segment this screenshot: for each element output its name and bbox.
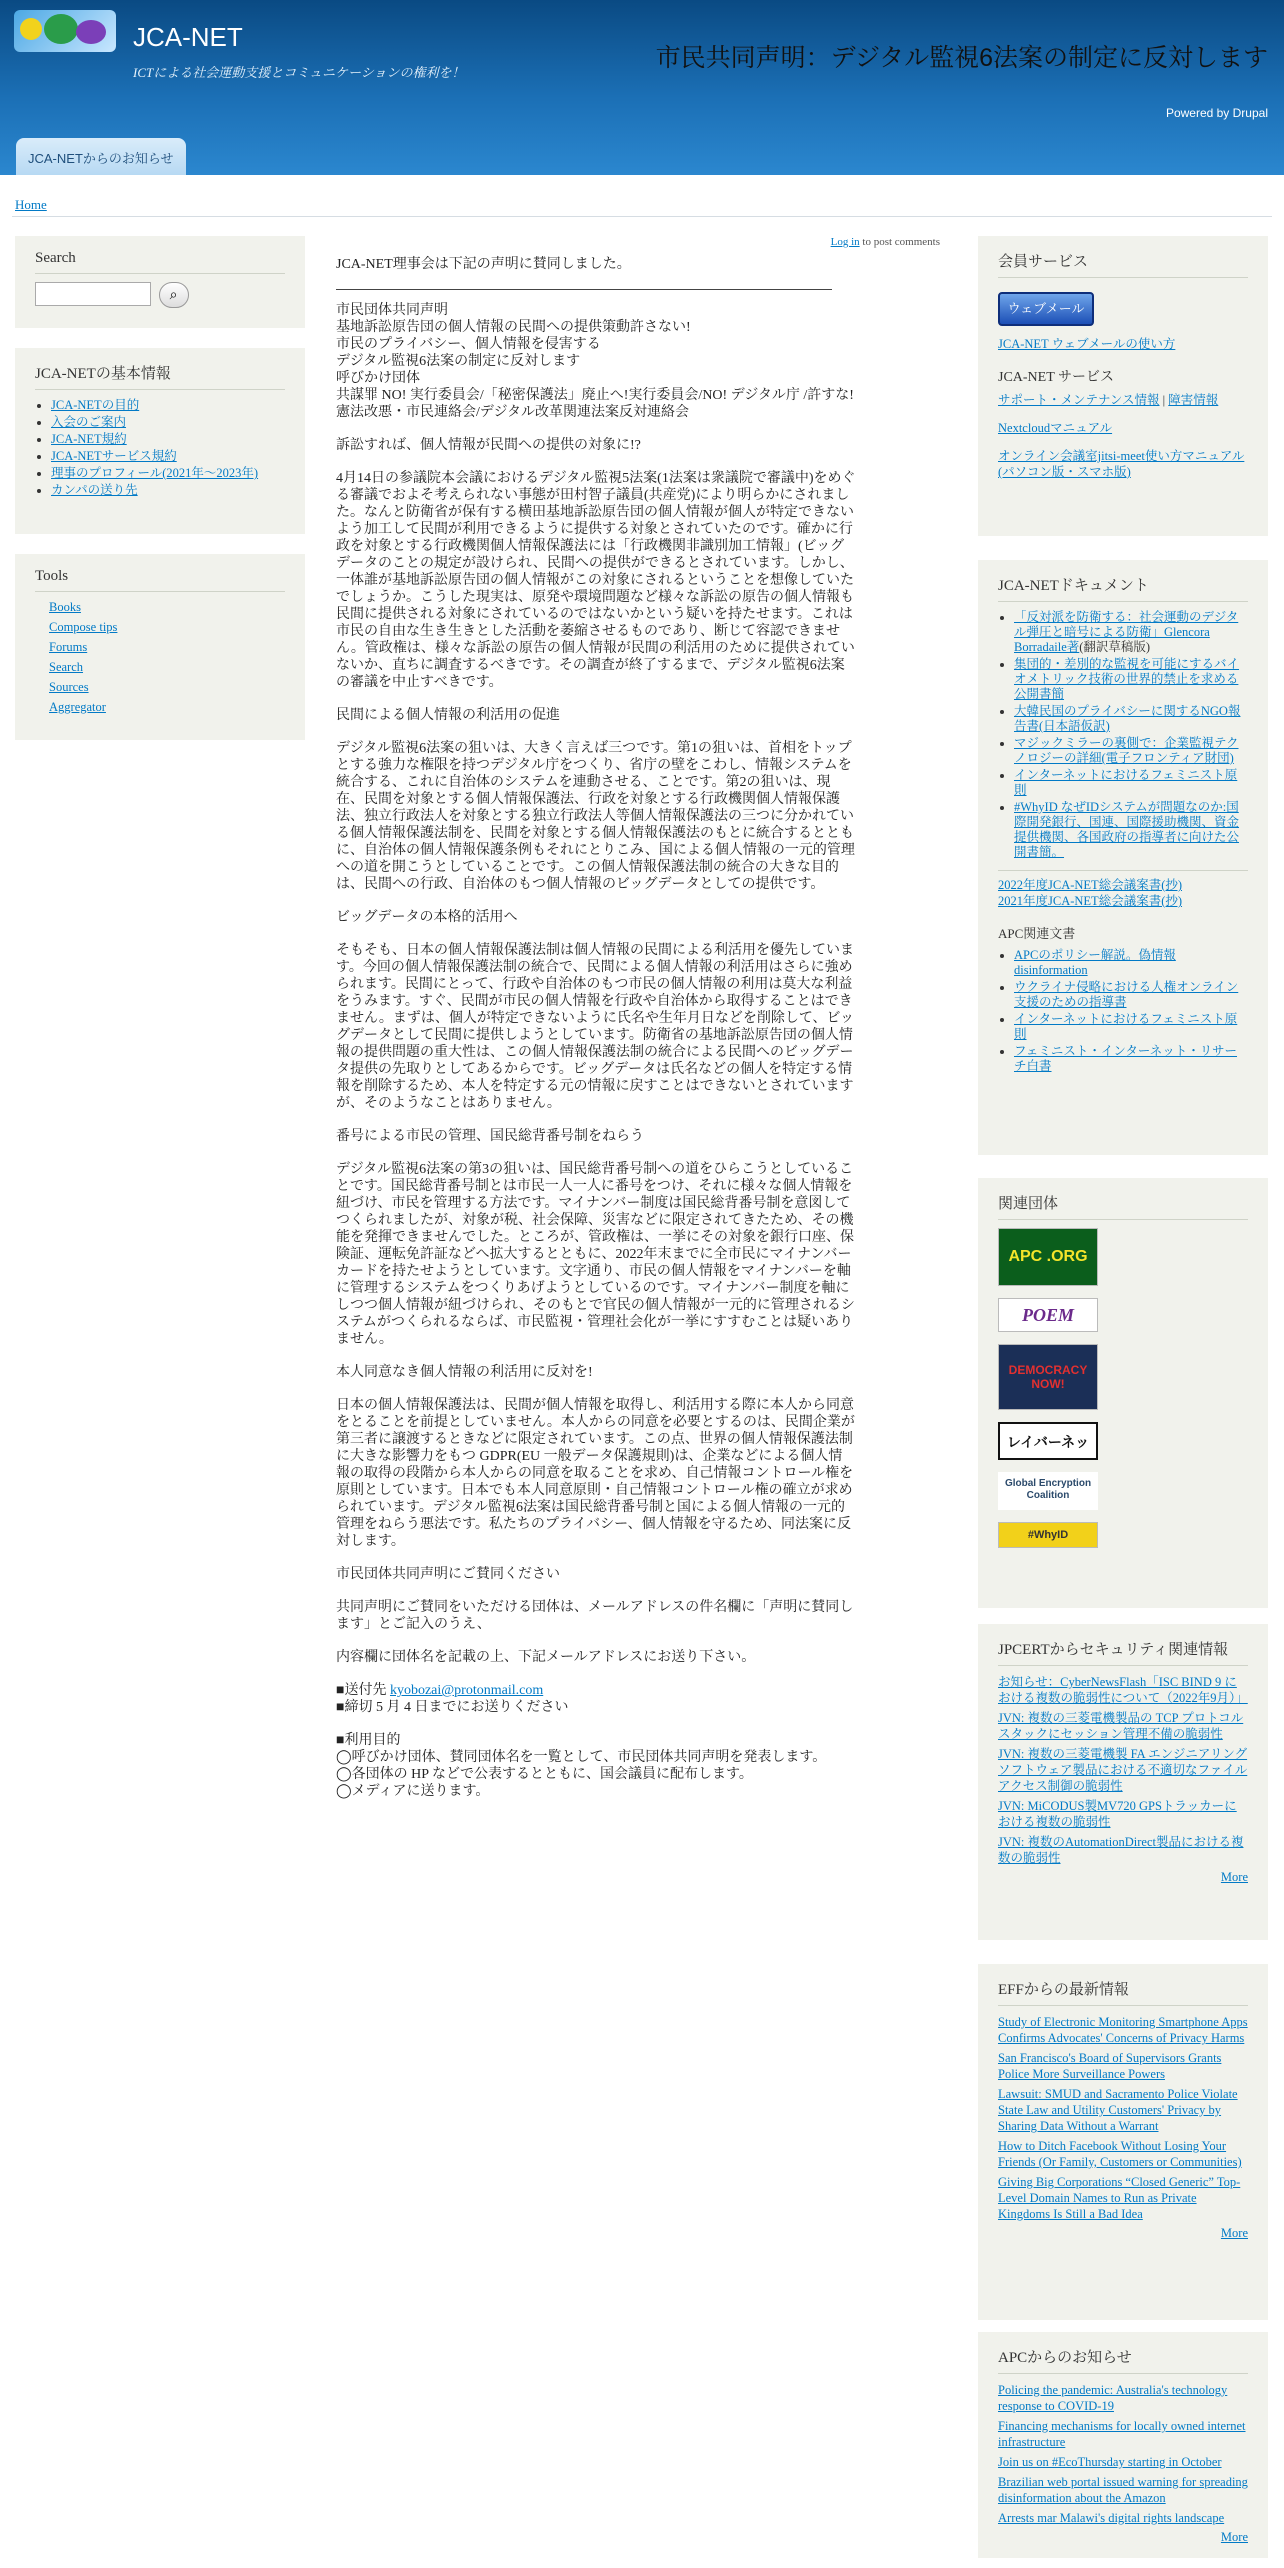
list-item	[49, 640, 285, 655]
list-item	[51, 483, 285, 498]
apc-news-link[interactable]: Brazilian web portal issued warning for spreading disinformation about the Amazon	[998, 2475, 1248, 2505]
statement-line: 呼びかけ団体	[336, 371, 420, 386]
statement-line: 基地訴訟原告団の個人情報の民間への提供策動許さない!	[336, 320, 691, 335]
document-link[interactable]: 大韓民国のプライバシーに関するNGO報告書(日本語仮訳)	[1014, 704, 1241, 733]
search-input[interactable]	[35, 282, 151, 306]
login-notice-text: to post comments	[859, 236, 940, 248]
org-banner-label: #WhyID	[1027, 1529, 1069, 1541]
powered-by: Powered by Drupal	[1165, 106, 1268, 120]
apc-news-title: APCからのお知らせ	[998, 2346, 1248, 2374]
purpose-list	[336, 1732, 856, 1800]
body-paragraph: デジタル監視6法案の狙いは、大きく言えば三つです。第1の狙いは、首相をトップとする強力な権限を持つデジタル庁をつくり、省庁の壁をこわし、情報システムを統合する、これに自治体のシステムを連動させる、ことです。第2の狙いは、現在、民間を対象とする個人情報保護法、行政を対象とする行政機関個人情報保護法、独立行政法人を対象とする独立行政法人等個人情報保護法の三つに分かれている個人情報保護法制を、民間を対象とする個人情報保護法のもとに統合するとともに、自治体の個人情報保護条例もそれにとりこみ、国による個人情報の一元的管理への道を開こうとしていることです。この個人情報保護法制の統合の大きな目的は、民間への行政、自治体のもつ個人情報のビッグデータとしての提供です。	[336, 741, 855, 892]
related-orgs-block	[978, 1178, 1268, 1608]
page-title: 市民共同声明：デジタル監視6法案の制定に反対します	[655, 44, 1268, 72]
section-heading: 訴訟すれば、個人情報が民間への提供の対象に!?	[336, 438, 641, 453]
tools-link-aggregator[interactable]: Aggregator	[49, 700, 106, 714]
org-banner-label: POEM	[1021, 1305, 1074, 1325]
section-heading: 本人同意なき個人情報の利活用に反対を!	[336, 1365, 593, 1380]
tools-link-forums[interactable]: Forums	[49, 640, 88, 654]
eff-link[interactable]: How to Ditch Facebook Without Losing Your Friends (Or Family, Customers or Communities)	[998, 2139, 1242, 2169]
section-heading: 市民団体共同声明にご賛同ください	[336, 1567, 560, 1582]
section-heading: 民間による個人情報の利活用の促進	[336, 708, 560, 723]
list-item	[1014, 1044, 1248, 1074]
tools-link-compose-tips[interactable]: Compose tips	[49, 620, 118, 634]
tools-block	[15, 554, 305, 740]
article-body	[336, 256, 856, 1816]
eff-link[interactable]: Study of Electronic Monitoring Smartphone Apps Confirms Advocates' Concerns of Privacy Harms	[998, 2015, 1248, 2045]
statement-line: デジタル監視6法案の制定に反対します	[336, 354, 581, 369]
tools-link-books[interactable]: Books	[49, 600, 81, 614]
list-item	[49, 600, 285, 615]
jpcert-link[interactable]: JVN: MiCODUS製MV720 GPSトラッカーにおける複数の脆弱性	[998, 1799, 1237, 1829]
basic-info-link[interactable]: 入会のご案内	[51, 415, 127, 429]
apc-docs-title: APC関連文書	[998, 926, 1076, 941]
basic-info-list	[35, 398, 285, 498]
statement-line: 市民団体共同声明	[336, 303, 448, 318]
member-services-title: 会員サービス	[998, 250, 1248, 278]
list-item	[1014, 800, 1248, 860]
document-link[interactable]: #WhyID なぜIDシステムが問題なのか:国際開発銀行、国連、国際援助機関、資金提供機関、各国政府の指導者に向けた公開書簡。	[1014, 800, 1240, 859]
eff-link[interactable]: Giving Big Corporations “Closed Generic” Top-Level Domain Names to Run as Private Kingdoms Is Still a Bad Idea	[998, 2175, 1241, 2221]
section-heading: 番号による市民の管理、国民総背番号制をねらう	[336, 1129, 644, 1144]
list-item	[49, 700, 285, 715]
eff-more-link[interactable]: More	[1220, 2226, 1248, 2240]
org-banner-labornet[interactable]	[998, 1422, 1098, 1460]
search-block-title: Search	[35, 250, 285, 274]
logo-shape	[76, 20, 106, 44]
basic-info-link[interactable]: 理事のプロフィール(2021年〜2023年)	[51, 466, 259, 480]
jpcert-link[interactable]: お知らせ：CyberNewsFlash「ISC BIND 9 における複数の脆弱性について（2022年9月）」	[998, 1675, 1248, 1705]
statement-line: 共謀罪 NO! 実行委員会/「秘密保護法」廃止へ!実行委員会/NO! デジタル庁 /許すな! 憲法改悪・市民連絡会/デジタル改革関連法案反対連絡会	[336, 388, 854, 420]
tab-jca-net-news[interactable]: JCA-NETからのお知らせ	[16, 138, 186, 175]
org-banner-apc[interactable]	[998, 1228, 1098, 1286]
list-item	[1014, 704, 1248, 734]
apc-news-more-link[interactable]: More	[1220, 2530, 1248, 2544]
org-banner-gec[interactable]	[998, 1472, 1098, 1510]
service-title: JCA-NET サービス	[998, 370, 1115, 385]
body-paragraph: 日本の個人情報保護法は、民間が個人情報を取得し、利活用する際に本人から同意をとることを前提としていません。本人からの同意を必要とするのは、民間企業が第三者に譲渡するときなどに限定されています。この点、世界の個人情報保護法制に大きな影響力をもつ GDPR(EU 一般データ保護規則)は、企業などによる個人情報の取得の段階から本人からの同意を取ることを求め、自己情報コントロール権を原則としています。日本でも本人同意原則・自己情報コントロール権の確立が求められています。デジタル監視6法案は国民総背番号制と国による個人情報の一元的管理をねらう悪法です。私たちのプライバシー、個人情報を守るため、同法案に反対します。	[336, 1398, 855, 1549]
list-item	[1014, 1012, 1248, 1042]
jpcert-more	[998, 1870, 1248, 1885]
statement-line: 市民のプライバシー、個人情報を侵害する	[336, 337, 601, 352]
webmail-button-label: ウェブメール	[1007, 301, 1085, 316]
statement-header	[336, 302, 856, 421]
document-link[interactable]: マジックミラーの裏側で：企業監視テクノロジーの詳細(電子フロンティア財団)	[1014, 736, 1239, 765]
site-header	[0, 0, 1284, 175]
eff-link[interactable]: San Francisco's Board of Supervisors Grants Police More Surveillance Powers	[998, 2051, 1222, 2081]
divider	[336, 289, 832, 290]
body-paragraph: 4月14日の参議院本会議におけるデジタル監視5法案(1法案は衆議院で審議中)をめぐる審議でおよそ考えられない事態が田村智子議員(共産党)により明らかにされました。なんと防衛省が保有する横田基地訴訟原告団の個人情報が個人が特定できないよう加工して民間が利用できるように提供する対象とされていたのです。確かに行政を対象とする行政機関個人情報保護法には「行政機関非識別加工情報」(ビッグデータのことの規定が設けられ、民間への提供ができるとされています。しかし、一体誰が基地訴訟原告団の個人情報がこの対象にされるということを想像していたでしょうか。こうした現実は、原発や環境問題など様々な訴訟の原告の個人情報も民間に提供される対象にされているのではないかという疑いを持たせます。これは市民の自由な生き生きとした活動を萎縮させるものであり、断じて容認できません。管政権は、様々な訴訟の原告の個人情報が民間の利活用のために提供されていないか、直ちに調査するべきです。その調査が終了するまで、デジタル監視6法案の審議を中止すべきです。	[336, 471, 856, 690]
basic-info-link[interactable]: JCA-NETの目的	[51, 398, 140, 412]
eff-block	[978, 1964, 1268, 2320]
list-item	[1014, 768, 1248, 798]
list-item	[51, 398, 285, 413]
breadcrumb-home[interactable]: Home	[15, 197, 47, 212]
basic-info-block	[15, 348, 305, 534]
org-banner-label: APC .ORG	[1008, 1248, 1088, 1265]
search-button[interactable]	[159, 282, 189, 308]
basic-info-link[interactable]: JCA-NETサービス規約	[51, 449, 177, 463]
apc-news-link[interactable]: Join us on #EcoThursday starting in October	[998, 2455, 1222, 2469]
apc-news-link[interactable]: Financing mechanisms for locally owned internet infrastructure	[998, 2419, 1246, 2449]
basic-info-link[interactable]: カンパの送り先	[51, 483, 138, 497]
search-icon: ⌕	[169, 287, 178, 303]
org-banner-poem[interactable]	[998, 1298, 1098, 1332]
section-heading: ビッグデータの本格的活用へ	[336, 910, 518, 925]
jpcert-block	[978, 1624, 1268, 1940]
documents-title: JCA-NETドキュメント	[998, 574, 1248, 602]
tools-title: Tools	[35, 568, 285, 592]
apc-doc-link[interactable]: フェミニスト・インターネット・リサーチ白書	[1014, 1044, 1238, 1073]
logo-shape	[20, 18, 42, 40]
deadline-text: ■締切 5 月 4 日までにお送りください	[336, 1700, 569, 1715]
meeting-link-2021[interactable]: 2021年度JCA-NET総会議案書(抄)	[998, 894, 1183, 908]
apc-news-link[interactable]: Policing the pandemic: Australia's technology response to COVID-19	[998, 2383, 1228, 2413]
link-separator: |	[1159, 393, 1169, 407]
list-item	[51, 449, 285, 464]
support-links	[998, 392, 1248, 408]
webmail-button[interactable]	[998, 292, 1094, 326]
login-notice	[831, 236, 940, 248]
site-slogan: ICTによる社会運動支援とコミュニケーションの権利を！	[133, 65, 465, 80]
body-paragraph: 内容欄に団体名を記載の上、下記メールアドレスにお送り下さい。	[336, 1650, 756, 1665]
basic-info-link[interactable]: JCA-NET規約	[51, 432, 127, 446]
jpcert-link[interactable]: JVN: 複数の三菱電機製品の TCP プロトコルスタックにセッション管理不備の脆弱性	[998, 1711, 1244, 1741]
jpcert-link[interactable]: JVN: 複数の三菱電機製 FA エンジニアリングソフトウェア製品における不適切なファイルアクセス制御の脆弱性	[998, 1747, 1248, 1793]
intro-text: JCA-NET理事会は下記の声明に賛同しました。	[336, 257, 631, 272]
list-item	[49, 620, 285, 635]
webmail-guide-link[interactable]: JCA-NET ウェブメールの使い方	[998, 337, 1176, 351]
jpcert-title: JPCERTからセキュリティ関連情報	[998, 1638, 1248, 1666]
document-link[interactable]: 「反対派を防衛する：社会運動のデジタル弾圧と暗号による防衛」Glencora Borradaile著	[1014, 610, 1239, 654]
document-note: (翻訳草稿版)	[1079, 640, 1151, 654]
list-item	[49, 680, 285, 695]
org-banner-label: DEMOCRACY NOW!	[1008, 1363, 1088, 1391]
meeting-link-2022[interactable]: 2022年度JCA-NET総会議案書(抄)	[998, 878, 1183, 892]
support-link[interactable]: サポート・メンテナンス情報	[998, 393, 1160, 407]
tools-list	[35, 600, 285, 715]
documents-list	[998, 610, 1248, 860]
jpcert-link[interactable]: JVN: 複数のAutomationDirect製品における複数の脆弱性	[998, 1835, 1244, 1865]
login-link[interactable]: Log in	[830, 236, 860, 248]
list-item	[1014, 980, 1248, 1010]
body-paragraph: そもそも、日本の個人情報保護法制は個人情報の民間による利活用を優先しています。今回の個人情報保護法制の統合で、民間による個人情報の利活用はさらに強められます。民間にとって、行政や自治体のもつ市民の個人情報の利用は莫大な利益をうみます。すぐ、民間が市民の個人情報を行政や自治体から取得することはできません。まずは、個人が特定できないように氏名や生年月日などを削除して、ビッグデータとして民間に提供しようとしています。防衛省の基地訴訟原告団の個人情報の提供問題の重大性は、この個人情報保護法制の統合による民間へのビッグデータ提供の先取りとしてあるからです。ビッグデータは氏名などの個人を特定する情報を削除するため、本人を特定する元の情報に戻すことはできないとされていますが、そのようなことはありません。	[336, 943, 854, 1111]
list-item	[51, 432, 285, 447]
body-paragraph: 共同声明にご賛同をいただける団体は、メールアドレスの件名欄に「声明に賛同します」とご記入のうえ、	[336, 1600, 854, 1632]
outage-link[interactable]: 障害情報	[1168, 393, 1219, 407]
apc-news-block	[978, 2332, 1268, 2558]
logo-shape	[44, 14, 78, 44]
documents-block	[978, 560, 1268, 1155]
org-banner-label: レイバーネッ	[1006, 1434, 1090, 1450]
contact-info	[336, 1682, 856, 1716]
document-link[interactable]: 集団的・差別的な監視を可能にするバイオメトリック技術の世界的禁止を求める公開書簡	[1014, 657, 1240, 701]
purpose-title: ■利用目的	[336, 1733, 401, 1748]
apc-news-link[interactable]: Arrests mar Malawi's digital rights landscape	[998, 2511, 1225, 2525]
apc-doc-link[interactable]: インターネットにおけるフェミニスト原則	[1014, 1012, 1238, 1041]
body-paragraph: デジタル監視6法案の第3の狙いは、国民総背番号制への道をひらこうとしていることです。国民総背番号制とは市民一人一人に番号をつけ、それに様々な個人情報を紐づけ、市民を管理する方法です。マイナンバー制度は国民総背番号制を意図してつくられましたが、対象が税、社会保障、災害などに限定されてきたため、その機能を発揮できませんでした。ところが、管政権は、一挙にその対象を銀行口座、保険証、運転免許証などへ拡大するとともに、2022年末までに全市民にマイナンバーカードを持たせようとしています。文字通り、市民の個人情報をマイナンバーを軸に管理するシステムをつくりあげようとしているのです。マイナンバー制度を軸にしつつ個人情報が紐づけられ、そのもとで官民の個人情報が一元的に管理されるシステムがつくられるならば、市民監視・管理社会化が一挙にすすむことは疑いありません。	[336, 1162, 855, 1347]
org-banner-whyid[interactable]	[998, 1522, 1098, 1548]
list-item	[51, 415, 285, 430]
document-link[interactable]: インターネットにおけるフェミニスト原則	[1014, 768, 1238, 797]
apc-docs-list	[998, 948, 1248, 1074]
email-link[interactable]: kyobozai@protonmail.com	[389, 1683, 544, 1698]
basic-info-title: JCA-NETの基本情報	[35, 362, 285, 390]
apc-doc-link[interactable]: ウクライナ侵略における人権オンライン支援のための指導書	[1014, 980, 1239, 1009]
member-services-block	[978, 236, 1268, 536]
list-item	[1014, 948, 1248, 978]
jpcert-more-link[interactable]: More	[1220, 1870, 1248, 1884]
search-block	[15, 236, 305, 328]
list-item	[49, 660, 285, 675]
jitsi-link[interactable]: オンライン会議室jitsi-meet使い方マニュアル(パソコン版・スマホ版)	[998, 449, 1245, 479]
list-item	[1014, 610, 1248, 655]
apc-doc-link[interactable]: APCのポリシー解説。偽情報 disinformation	[1014, 948, 1176, 977]
org-banner-democracy-now[interactable]	[998, 1344, 1098, 1410]
eff-title: EFFからの最新情報	[998, 1978, 1248, 2006]
purpose-item: ◯呼びかけ団体、賛同団体名を一覧として、市民団体共同声明を発表します。	[336, 1750, 827, 1765]
site-logo[interactable]	[14, 10, 116, 52]
list-item	[1014, 657, 1248, 702]
list-item	[51, 466, 285, 481]
tools-link-sources[interactable]: Sources	[49, 680, 89, 694]
apc-news-more	[998, 2530, 1248, 2545]
nextcloud-link[interactable]: Nextcloudマニュアル	[998, 421, 1113, 435]
eff-link[interactable]: Lawsuit: SMUD and Sacramento Police Violate State Law and Utility Customers' Privacy by Sharing Data Without a Warrant	[998, 2087, 1238, 2133]
breadcrumb-divider	[12, 216, 1272, 217]
meeting-links	[998, 870, 1248, 909]
purpose-item: ◯各団体の HP などで公表するとともに、国会議員に配布します。	[336, 1767, 753, 1782]
purpose-item: ◯メディアに送ります。	[336, 1784, 490, 1799]
list-item	[1014, 736, 1248, 766]
site-name[interactable]: JCA-NET	[133, 22, 243, 52]
send-to-label: ■送付先	[336, 1683, 390, 1698]
related-orgs-title: 関連団体	[998, 1192, 1248, 1220]
org-banner-label: Global Encryption Coalition	[1004, 1478, 1092, 1501]
eff-more	[998, 2226, 1248, 2241]
tools-link-search[interactable]: Search	[49, 660, 84, 674]
